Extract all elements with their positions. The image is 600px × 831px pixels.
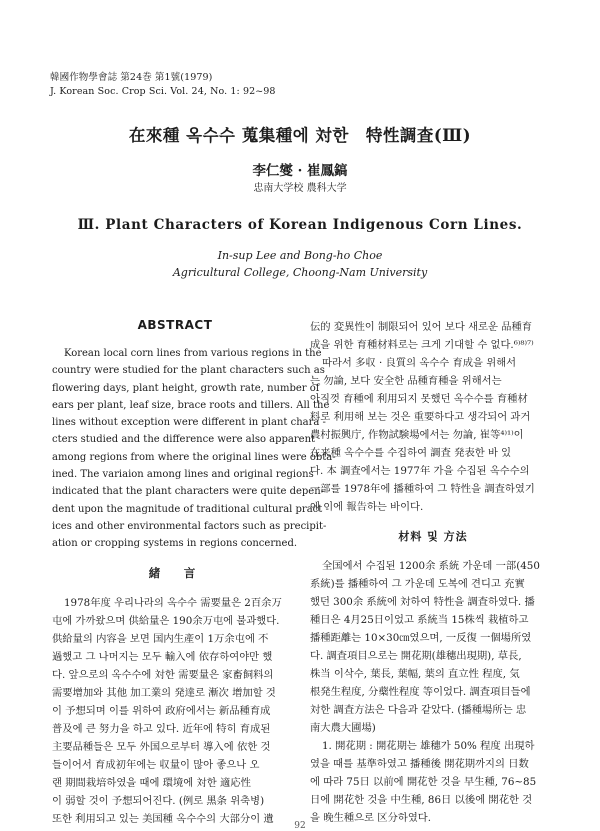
abstract-line: ation or cropping systems in regions concerned. [52,538,298,550]
affiliation-english: Agricultural College, Choong-Nam University [172,266,428,279]
methods-line: 全国에서 수집된 1200余 系統 가운데 一部(450 [322,560,540,572]
methods-line: 南大農大圃場) [310,722,376,734]
abstract-line: country were studied for the plant characters such as [52,365,325,377]
journal-info [50,71,276,99]
methods-line: 을 晚生種으로 区分하였다. [310,812,431,824]
methods-line: 系統)를 播種하여 그 가운데 도복에 견디고 充實 [310,578,525,590]
methods-line: 根発生程度, 分蘗性程度 等이었다. 調査項目들에 [310,686,531,698]
methods-line: 種日은 4月25日이었고 系統当 15株씩 栽植하고 [310,614,529,626]
affiliation-korean: 忠南大学校 農科大学 [253,183,347,194]
title-korean: 在來種 옥수수 蒐集種에 対한 特性調査(Ⅲ) [128,126,472,145]
intro-line: 需要增加와 其他 加工業의 発達로 漸次 增加할 것 [52,686,276,699]
abstract-body [52,345,336,553]
journal-line-ko: 韓國作物學會誌 第24巻 第1號(1979) [50,72,213,83]
abstract-line: dent upon the magnitude of traditional cultural pract - [52,503,329,515]
abstract-line: among regions from where the original lines were obta- [52,451,336,463]
intro-line: 이 弱할 것이 予想되어진다. (例로 黑条 위축병) [52,794,265,807]
title-english: Ⅲ. Plant Characters of Korean Indigenous Corn Lines. [77,217,523,233]
intro-cont-line: 伝的 変異性이 制限되어 있어 보다 새로운 品種育 [310,321,533,333]
page-number: 92 [294,821,306,831]
intro-line: 屯에 가까왔으며 供給量은 190余万屯에 불과했다. [52,614,280,627]
intro-line: 主要品種들은 모두 外国으로부터 導入에 依한 것 [52,740,271,753]
abstract-heading: ABSTRACT [137,318,213,332]
methods-body [310,557,556,827]
abstract-line: indicated that the plant characters were quite depen- [52,486,325,498]
right-column [310,318,556,827]
methods-line: 했던 300余 系統에 対하여 特性을 調査하였다. 播 [310,596,535,608]
abstract-line: Korean local corn lines from various regions in the [64,348,322,359]
intro-line: 또한 利用되고 있는 美国種 옥수수의 大部分이 遺 [52,812,274,825]
intro-line: 過했고 그 나머지는 모두 輸入에 依存하여야만 했 [52,650,273,663]
intro-cont-line: 料로 利用해 보는 것은 重要하다고 생각되어 과거 [310,411,531,423]
methods-heading: 材料 및 方法 [398,530,468,543]
methods-line: 日에 開花한 것을 中生種, 86日 以後에 開花한 것 [310,794,533,806]
intro-line: 들이어서 育成初年에는 収量이 많아 좋으나 오 [52,758,260,771]
abstract-line: ined. The variaion among lines and original regions [52,469,314,481]
intro-line: 다. 앞으로의 옥수수에 対한 需要量은 家畜飼料의 [52,668,274,681]
abstract-line: lines without exception were different in plant chara - [52,417,326,429]
intro-cont-line: 成을 위한 育種材料로는 크게 기대할 수 없다.⁶⁾⁸⁾⁷⁾ [310,339,534,351]
intro-cont-line: 아직껏 育種에 利用되지 못했던 옥수수를 育種材 [310,393,528,405]
methods-line: 播種距離는 10×30㎝였으며, 一反復 一個場所였 [310,632,532,644]
intro-cont-line: 따라서 多収 · 良質의 옥수수 育成을 위해서 [322,357,517,369]
authors-korean: 李仁燮 · 崔鳳鎬 [252,163,348,179]
intro-cont-line: 에 이에 報告하는 바이다. [310,501,424,513]
journal-line-en: J. Korean Soc. Crop Sci. Vol. 24, No. 1: 92~98 [50,86,276,97]
intro-cont-line: 는 勿論, 보다 安全한 品種育種을 위해서는 [310,375,502,387]
methods-line: 다. 調査項目으로는 開花期(雄穗出現期), 草長, [310,650,522,662]
intro-continued-body [310,318,556,516]
authors-english: In-sup Lee and Bong-ho Choe [217,249,383,262]
abstract-line: cters studied and the difference were also apparent [52,434,316,446]
intro-line: 이 予想되며 이를 위하여 政府에서는 新品種育成 [52,704,271,717]
introduction-heading: 緒 言 [148,565,202,580]
introduction-body [52,594,298,828]
intro-cont-line: 在来種 옥수수를 수집하여 調査 発表한 바 있 [310,447,512,459]
abstract-line: ices and other environmental factors such as precipit- [52,520,327,532]
intro-line: 普及에 큰 努力을 하고 있다. 近年에 特히 育成된 [52,722,271,735]
methods-line: 株当 이삭수, 葉長, 葉幅, 葉의 直立性 程度, 気 [310,668,520,680]
abstract-line: ears per plant, leaf size, brace roots and tillers. All the [52,399,330,411]
intro-cont-line: 다. 本 調査에서는 1977年 가을 수집된 옥수수의 [310,465,530,477]
intro-cont-line: 農村振興庁, 作物試験場에서는 勿論, 崔等⁴⁾¹⁾이 [310,429,524,441]
methods-line: 였을 때를 基準하였고 播種後 開花期까지의 日数 [310,758,529,770]
intro-line: 1978年度 우리나라의 옥수수 需要量은 2百余万 [64,596,282,609]
methods-line: 対한 調査方法은 다음과 같았다. (播種場所는 忠 [310,704,527,716]
methods-line: 1. 開花期 : 開花期는 雄穗가 50% 程度 出現하 [322,740,535,752]
intro-line: 랜 期間栽培하였을 때에 環境에 対한 適応性 [52,776,251,789]
intro-cont-line: 一部를 1978年에 播種하여 그 特性을 調査하였기 [310,483,535,495]
intro-line: 供給量의 内容을 보면 国内生產이 1万余屯에 不 [52,632,269,645]
methods-line: 에 따라 75日 以前에 開花한 것을 早生種, 76~85 [310,776,537,788]
abstract-line: flowering days, plant height, growth rate, number of [52,382,320,394]
